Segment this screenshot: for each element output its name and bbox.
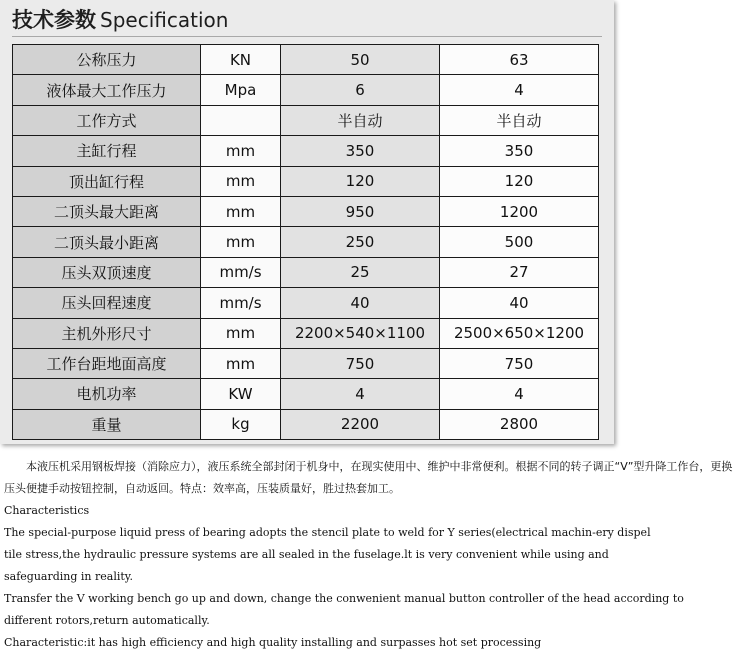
value-63-model-cell: 350 [440,136,599,166]
description-en-line: tile stress,the hydraulic pressure systems are all sealed in the fuselage.lt is very convenient while using and [4,548,609,561]
param-name-cell: 主机外形尺寸 [13,318,201,348]
value-63-model-cell: 2800 [440,409,599,439]
description-en-line: different rotors,return automatically. [4,614,210,627]
value-50-model-cell: 950 [281,196,440,226]
unit-cell: mm/s [201,288,281,318]
spec-table-body [13,45,599,440]
param-name-cell: 液体最大工作压力 [13,75,201,105]
description-en-line: Transfer the V working bench go up and down, change the conwenient manual button controller of the head according to [4,592,684,605]
table-row [13,136,599,166]
description-en-line: Characteristics [4,504,90,517]
value-63-model-cell: 2500×650×1200 [440,318,599,348]
value-63-model-cell: 40 [440,288,599,318]
table-row [13,318,599,348]
unit-cell: mm [201,136,281,166]
param-name-cell: 工作台距地面高度 [13,348,201,378]
value-63-model-cell: 750 [440,348,599,378]
table-row [13,409,599,439]
title-divider [12,36,602,37]
description-cn: 本液压机采用钢板焊接（消除应力），液压系统全部封闭于机身中，在现实使用中、维护中非常便利。根据不同的转子调正“V”型升降工作台，更换压头便捷手动按钮控制，自动返回。特点：效率高，压装质量好，胜过热套加工。 [4,460,733,495]
unit-cell: mm [201,348,281,378]
spec-table [12,44,599,440]
unit-cell: mm [201,318,281,348]
spec-title [12,4,228,36]
value-63-model-cell: 半自动 [440,105,599,135]
value-50-model-cell: 40 [281,288,440,318]
value-63-model-cell: 4 [440,379,599,409]
table-row [13,227,599,257]
table-row [13,105,599,135]
param-name-cell: 工作方式 [13,105,201,135]
value-50-model-cell: 6 [281,75,440,105]
unit-cell [201,105,281,135]
unit-cell: mm [201,227,281,257]
param-name-cell: 电机功率 [13,379,201,409]
value-63-model-cell: 4 [440,75,599,105]
unit-cell: mm [201,166,281,196]
value-50-model-cell: 2200×540×1100 [281,318,440,348]
value-63-model-cell: 27 [440,257,599,287]
description-en-line: Characteristic:it has high efficiency and high quality installing and surpasses hot set processing [4,636,542,649]
description-en-line: The special-purpose liquid press of bearing adopts the stencil plate to weld for Y series(electrical machin-ery dispel [4,526,651,539]
param-name-cell: 重量 [13,409,201,439]
table-row [13,45,599,75]
description-en-line: safeguarding in reality. [4,570,134,583]
table-row [13,166,599,196]
spec-title-cn: 技术参数 [12,8,96,32]
value-50-model-cell: 120 [281,166,440,196]
value-50-model-cell: 50 [281,45,440,75]
param-name-cell: 公称压力 [13,45,201,75]
param-name-cell: 二顶头最大距离 [13,196,201,226]
value-50-model-cell: 2200 [281,409,440,439]
value-50-model-cell: 250 [281,227,440,257]
unit-cell: mm [201,196,281,226]
unit-cell: KN [201,45,281,75]
unit-cell: mm/s [201,257,281,287]
table-row [13,379,599,409]
value-63-model-cell: 1200 [440,196,599,226]
table-row [13,196,599,226]
value-63-model-cell: 120 [440,166,599,196]
value-50-model-cell: 4 [281,379,440,409]
value-50-model-cell: 350 [281,136,440,166]
param-name-cell: 压头回程速度 [13,288,201,318]
value-63-model-cell: 63 [440,45,599,75]
unit-cell: kg [201,409,281,439]
table-row [13,257,599,287]
unit-cell: KW [201,379,281,409]
param-name-cell: 二顶头最小距离 [13,227,201,257]
table-row [13,75,599,105]
spec-title-en: Specification [100,8,229,32]
param-name-cell: 顶出缸行程 [13,166,201,196]
param-name-cell: 压头双顶速度 [13,257,201,287]
value-50-model-cell: 半自动 [281,105,440,135]
table-row [13,288,599,318]
value-63-model-cell: 500 [440,227,599,257]
param-name-cell: 主缸行程 [13,136,201,166]
value-50-model-cell: 25 [281,257,440,287]
table-row [13,348,599,378]
value-50-model-cell: 750 [281,348,440,378]
unit-cell: Mpa [201,75,281,105]
